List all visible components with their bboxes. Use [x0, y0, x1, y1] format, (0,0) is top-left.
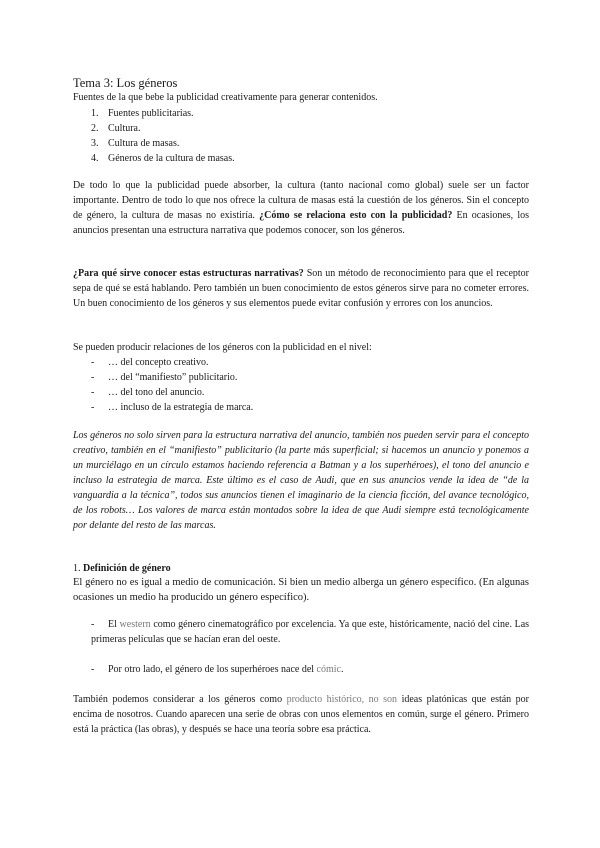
list-item: 3. Cultura de masas. — [91, 138, 180, 149]
bullet-superheroes: - Por otro lado, el género de los superhéroes nace del cómic. — [91, 664, 344, 675]
section-heading: 1. Definición de género — [73, 563, 171, 574]
page-title: Tema 3: Los géneros — [73, 76, 178, 90]
paragraph-historical: También podemos considerar a los géneros como producto histórico, no son ideas platónicas que están por encima de nosotros. Cuando aparecen una serie de obras con unos elementos en común, surge el género. Primero está la práctica (las obras), y después se hace una teoría sobre esa práctica. — [73, 694, 530, 735]
bullet-western: - El western como género cinematográfico por excelencia. Ya que este, históricamente, nació del cine. Las primeras películas que se hacían eran del oeste. — [91, 619, 530, 645]
list-item: - … incluso de la estrategia de marca. — [91, 402, 254, 413]
list-item: 4. Géneros de la cultura de masas. — [91, 153, 235, 164]
paragraph-definition: El género no es igual a medio de comunicación. Si bien un medio alberga un género específico. (En algunas ocasiones un medio ha producido un género específico). — [73, 577, 529, 603]
paragraph-culture: De todo lo que la publicidad puede absorber, la cultura (tanto nacional como global) suele ser un factor importante. Dentro de todo lo que nos ofrece la cultura de masas está la cuestión de los géneros. Sin el concepto de género, la cultura de masas no existiría. ¿Cómo se relaciona esto con la publicidad? En ocasiones, los anuncios presentan una estructura narrativa que podemos conocer, son los géneros. — [73, 180, 530, 236]
list-item: 2. Cultura. — [91, 123, 141, 134]
list-item: - … del “manifiesto” publicitario. — [91, 372, 238, 383]
sources-list — [91, 106, 235, 166]
levels-list — [91, 355, 253, 415]
list-item: 1. Fuentes publicitarias. — [91, 108, 194, 119]
paragraph-levels-intro: Se pueden producir relaciones de los géneros con la publicidad en el nivel: — [73, 342, 372, 353]
intro-text: Fuentes de la que bebe la publicidad creativamente para generar contenidos. — [73, 92, 378, 103]
list-item: - … del tono del anuncio. — [91, 387, 205, 398]
paragraph-example-audi: Los géneros no solo sirven para la estructura narrativa del anuncio, también nos pueden servir para el concepto creativo, también en el “manifiesto” publicitario (la parte más superficial; si hacemos un anuncio y ponemos a un murciélago en un círculo estamos haciendo referencia a Batman y a los superhéroes), el tono del anuncio e incluso la estrategia de marca. Este último es el caso de Audi, que en sus anuncios vende la idea de “de la vanguardia a la técnica”, todos sus anuncios tienen el imaginario de la ciencia ficción, del avance tecnológico, de los robots… Los valores de marca están montados sobre la idea de que Audi siempre está tecnológicamente por delante del resto de las marcas. — [73, 430, 529, 531]
paragraph-purpose: ¿Para qué sirve conocer estas estructuras narrativas? Son un método de reconocimiento para que el receptor sepa de qué se está hablando. Pero también un buen conocimiento de estos géneros sirve para no cometer errores. Un buen conocimiento de los géneros y sus elementos puede evitar confusión y errores con los anuncios. — [73, 268, 530, 309]
list-item: - … del concepto creativo. — [91, 357, 209, 368]
